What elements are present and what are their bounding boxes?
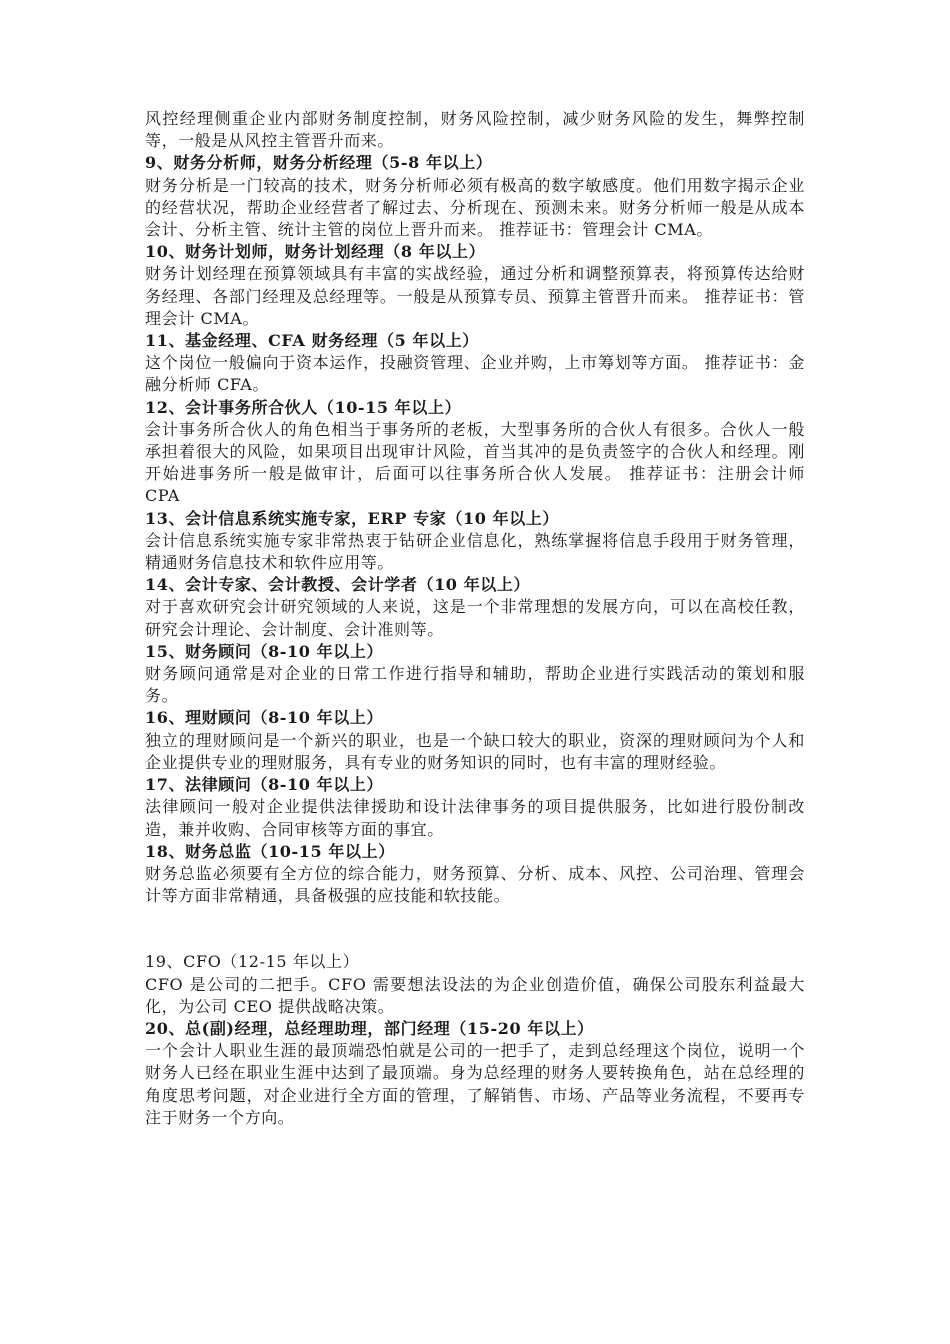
section-20-body: 一个会计人职业生涯的最顶端恐怕就是公司的一把手了，走到总经理这个岗位，说明一个财务人已经在职业生涯中达到了最顶端。身为总经理的财务人要转换角色，站在总经理的角度思考问题，对企业进行全方面的管理，了解销售、市场、产品等业务流程，不要再专注于财务一个方向。 xyxy=(145,1041,805,1127)
section-11-body: 这个岗位一般偏向于资本运作，投融资管理、企业并购，上市筹划等方面。 推荐证书：金融分析师 CFA。 xyxy=(145,353,805,395)
section-20-heading: 20、总(副)经理，总经理助理，部门经理（15-20 年以上） xyxy=(145,1018,594,1038)
blank-gap xyxy=(145,907,805,951)
section-9-heading: 9、财务分析师，财务分析经理（5-8 年以上） xyxy=(145,153,493,173)
section-14-body: 对于喜欢研究会计研究领域的人来说，这是一个非常理想的发展方向，可以在高校任教，研究会计理论、会计制度、会计准则等。 xyxy=(145,597,805,639)
section-9-body: 财务分析是一门较高的技术，财务分析师必须有极高的数字敏感度。他们用数字揭示企业的经营状况，帮助企业经营者了解过去、分析现在、预测未来。财务分析师一般是从成本会计、分析主管、统计主管的岗位上晋升而来。 推荐证书：管理会计 CMA。 xyxy=(145,175,805,240)
section-12-heading: 12、会计事务所合伙人（10-15 年以上） xyxy=(145,397,462,417)
section-16-heading: 16、理财顾问（8-10 年以上） xyxy=(145,708,384,728)
section-18-heading: 18、财务总监（10-15 年以上） xyxy=(145,841,395,861)
section-10-heading: 10、财务计划师，财务计划经理（8 年以上） xyxy=(145,242,486,262)
section-19-heading: 19、CFO（12-15 年以上） xyxy=(145,952,360,972)
section-15-body: 财务顾问通常是对企业的日常工作进行指导和辅助，帮助企业进行实践活动的策划和服务。 xyxy=(145,664,805,706)
section-17-heading: 17、法律顾问（8-10 年以上） xyxy=(145,775,384,795)
section-16-body: 独立的理财顾问是一个新兴的职业，也是一个缺口较大的职业，资深的理财顾问为个人和企业提供专业的理财服务，具有专业的财务知识的同时，也有丰富的理财经验。 xyxy=(145,730,805,772)
document-page xyxy=(145,108,805,1129)
section-13-body: 会计信息系统实施专家非常热衷于钻研企业信息化，熟练掌握将信息手段用于财务管理，精通财务信息技术和软件应用等。 xyxy=(145,530,805,573)
section-18-body: 财务总监必须要有全方位的综合能力，财务预算、分析、成本、风控、公司治理、管理会计等方面非常精通，具备极强的应技能和软技能。 xyxy=(145,863,805,906)
section-19-body: CFO 是公司的二把手。CFO 需要想法设法的为企业创造价值，确保公司股东利益最大化，为公司 CEO 提供战略决策。 xyxy=(145,974,805,1016)
section-10-body: 财务计划经理在预算领域具有丰富的实战经验，通过分析和调整预算表，将预算传达给财务经理、各部门经理及总经理等。一般是从预算专员、预算主管晋升而来。 推荐证书：管理会计 CMA。 xyxy=(145,264,805,328)
section-12-body: 会计事务所合伙人的角色相当于事务所的老板，大型事务所的合伙人有很多。合伙人一般承担着很大的风险，如果项目出现审计风险，首当其冲的是负责签字的合伙人和经理。刚开始进事务所一般是做审计，后面可以往事务所合伙人发展。 推荐证书：注册会计师 CPA xyxy=(145,419,805,506)
intro-paragraph: 风控经理侧重企业内部财务制度控制，财务风险控制，减少财务风险的发生，舞弊控制等，一般是从风控主管晋升而来。 xyxy=(145,109,805,151)
section-11-heading: 11、基金经理、CFA 财务经理（5 年以上） xyxy=(145,331,479,351)
section-17-body: 法律顾问一般对企业提供法律援助和设计法律事务的项目提供服务，比如进行股份制改造，兼并收购、合同审核等方面的事宜。 xyxy=(145,797,805,839)
section-13-heading: 13、会计信息系统实施专家，ERP 专家（10 年以上） xyxy=(145,508,559,528)
section-14-heading: 14、会计专家、会计教授、会计学者（10 年以上） xyxy=(145,575,531,595)
section-15-heading: 15、财务顾问（8-10 年以上） xyxy=(145,641,384,661)
